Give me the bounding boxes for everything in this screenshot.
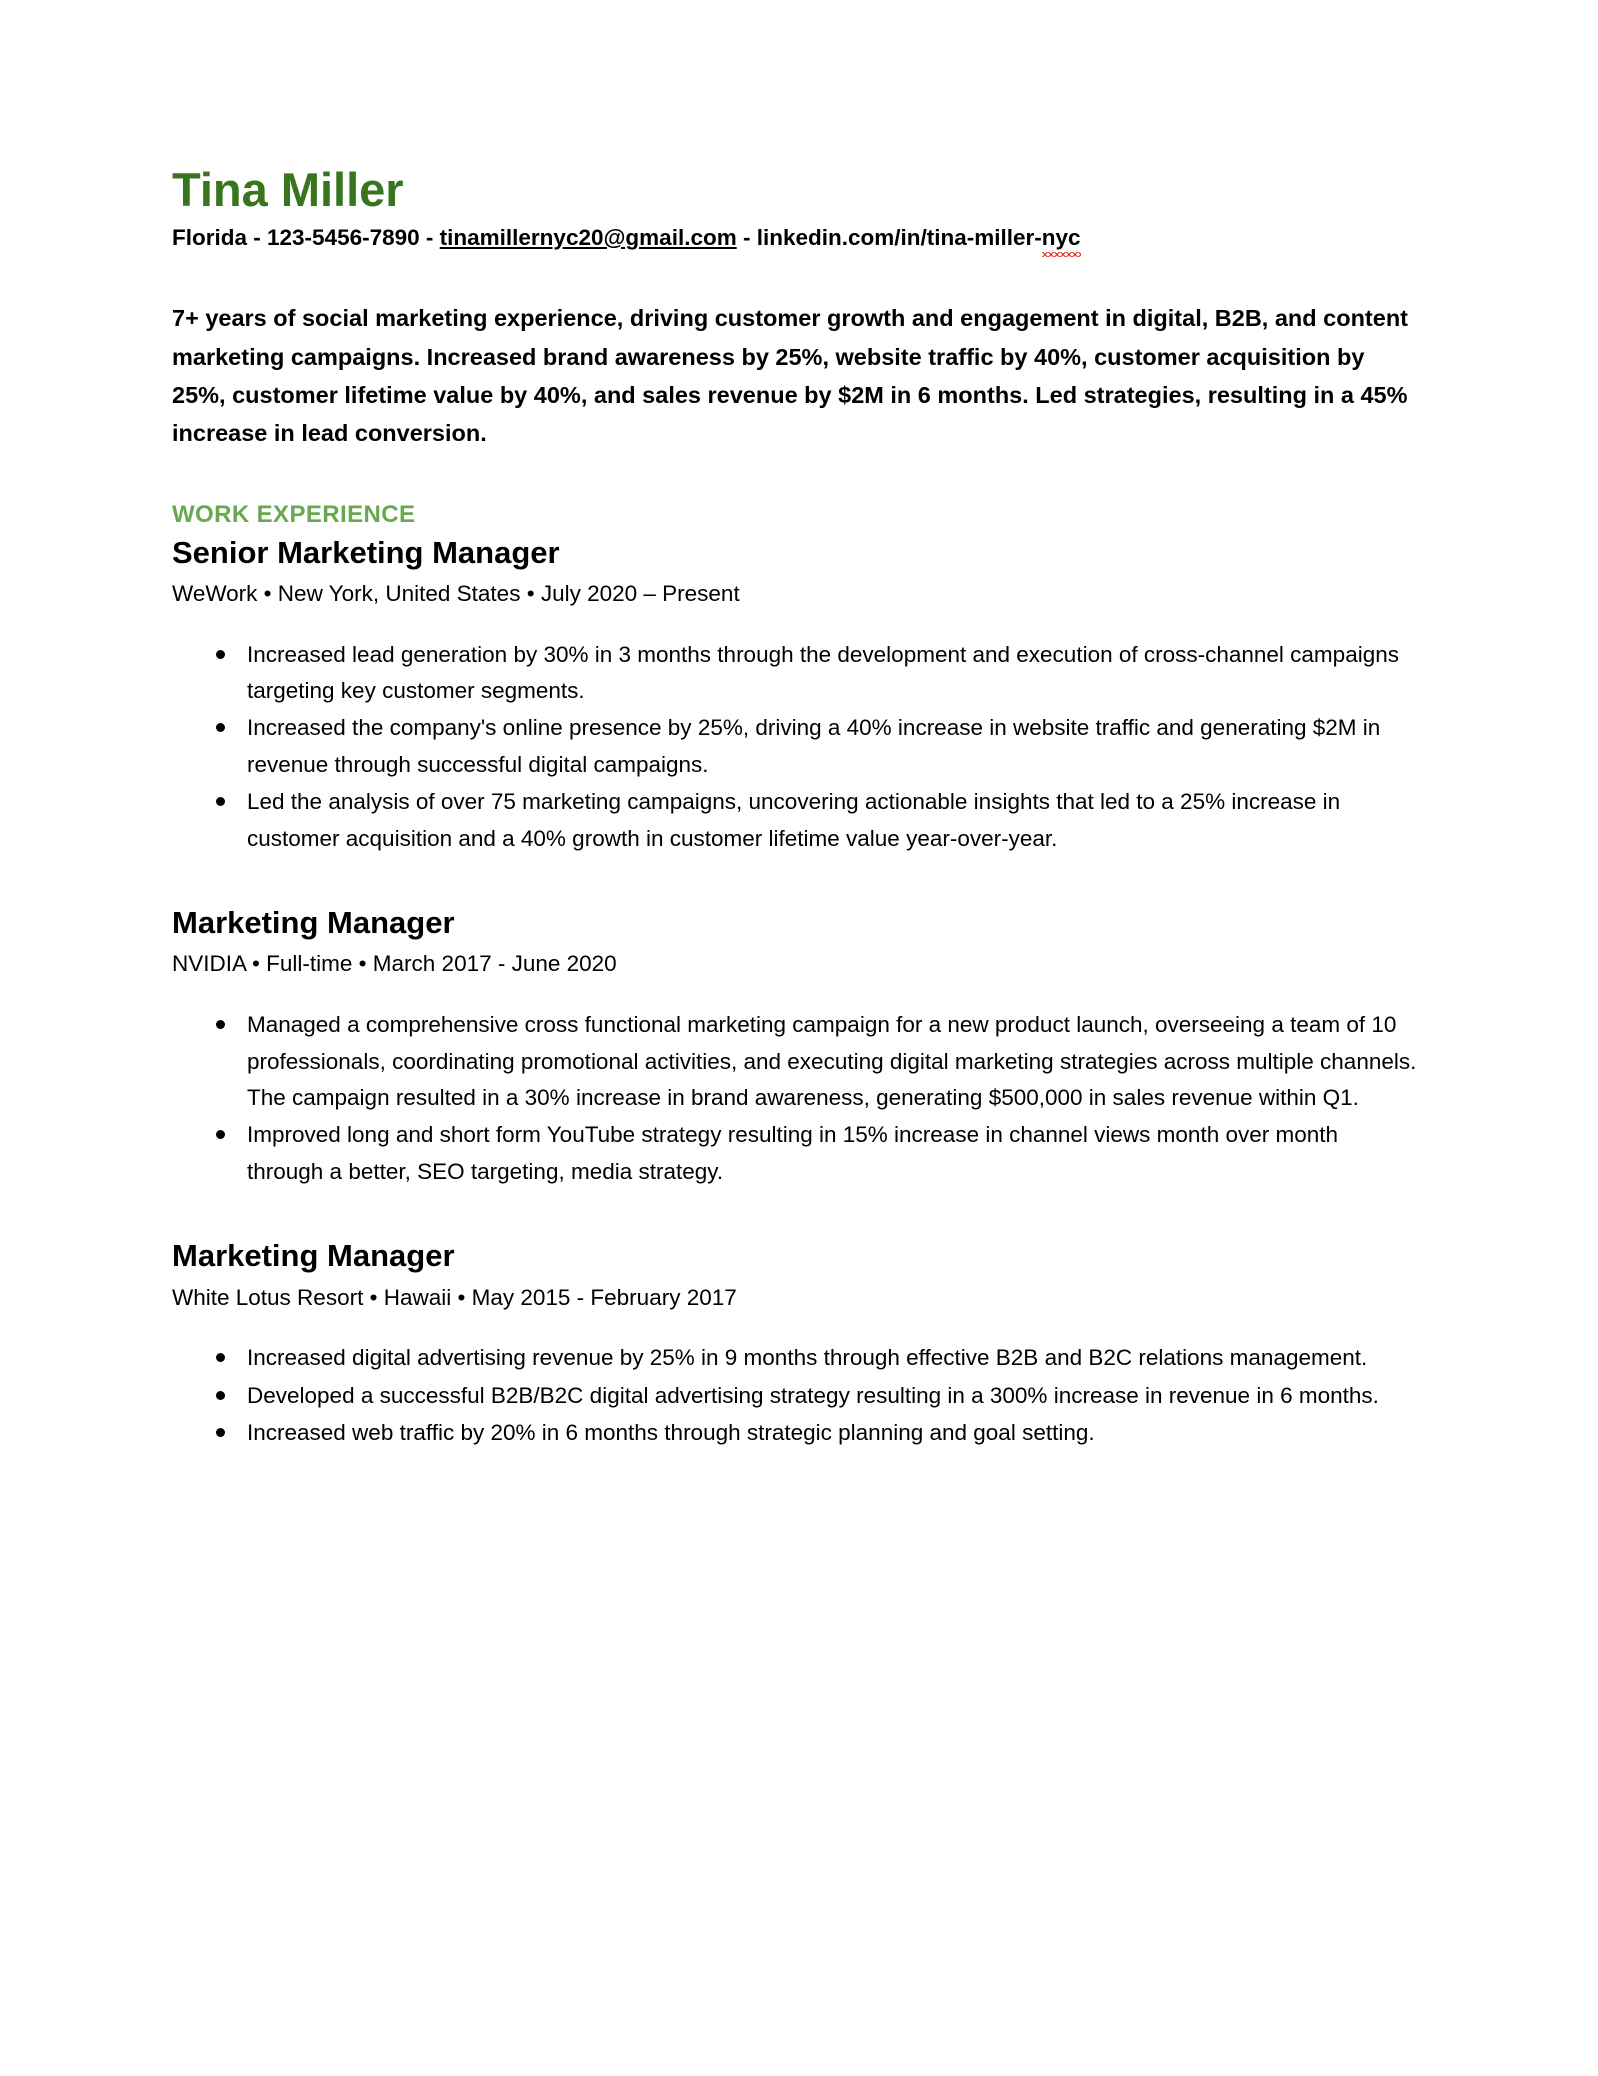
bullet-dot-icon	[216, 1020, 225, 1029]
bullet-text: Increased web traffic by 20% in 6 months through strategic planning and goal setting.	[247, 1420, 1095, 1446]
bullet-text: Led the analysis of over 75 marketing campaigns, uncovering actionable insights that led to a 25% increase in customer acquisition and a 40% growth in customer lifetime value year-over-year.	[247, 789, 1341, 851]
list-item	[172, 1007, 1417, 1116]
bullet-dot-icon	[216, 1130, 225, 1139]
resume-content	[172, 163, 1417, 1453]
list-item	[172, 1378, 1417, 1414]
job-meta: NVIDIA • Full-time • March 2017 - June 2020	[172, 951, 617, 977]
bullet-text: Increased the company's online presence by 25%, driving a 40% increase in website traffic and generating $2M in revenue through successful digital campaigns.	[247, 715, 1381, 777]
contact-email-link[interactable]: tinamillernyc20@gmail.com	[439, 225, 737, 251]
job-title: Marketing Manager	[172, 905, 455, 941]
bullet-dot-icon	[216, 1391, 225, 1400]
job-title: Marketing Manager	[172, 1238, 455, 1274]
bullet-text: Managed a comprehensive cross functional marketing campaign for a new product launch, overseeing a team of 10 professionals, coordinating promotional activities, and executing digital marketing strategies across multiple channels. The campaign resulted in a 30% increase in brand awareness, generating $500,000 in sales revenue within Q1.	[247, 1012, 1417, 1110]
list-item	[172, 784, 1417, 857]
contact-separator-2: -	[419, 225, 440, 251]
job-meta: WeWork • New York, United States • July 2020 – Present	[172, 580, 740, 606]
bullet-text: Increased digital advertising revenue by 25% in 9 months through effective B2B and B2C relations management.	[247, 1345, 1368, 1371]
bullet-dot-icon	[216, 650, 225, 659]
bullet-dot-icon	[216, 723, 225, 732]
contact-line	[172, 223, 1417, 257]
bullet-text: Developed a successful B2B/B2C digital advertising strategy resulting in a 300% increase in revenue in 6 months.	[247, 1382, 1379, 1408]
bullet-dot-icon	[216, 797, 225, 806]
bullet-dot-icon	[216, 1428, 225, 1437]
contact-separator-3: -	[736, 225, 757, 251]
candidate-name: Tina Miller	[172, 163, 404, 216]
list-item	[172, 1415, 1417, 1451]
bullet-dot-icon	[216, 1353, 225, 1362]
contact-linkedin: linkedin.com/in/tina-miller-	[756, 225, 1042, 251]
professional-summary: 7+ years of social marketing experience, driving customer growth and engagement in digital, B2B, and content marketing campaigns. Increased brand awareness by 25%, website traffic by 40%, customer acquisition by 25%, customer lifetime value by 40%, and sales revenue by $2M in 6 months. Led strategies, resulting in a 45% increase in lead conversion.	[172, 305, 1409, 447]
bullet-text: Improved long and short form YouTube strategy resulting in 15% increase in channel views month over month through a better, SEO targeting, media strategy.	[247, 1122, 1339, 1184]
list-item	[172, 710, 1417, 783]
list-item	[172, 637, 1417, 710]
job-entry	[172, 1236, 1417, 1451]
bullet-text: Increased lead generation by 30% in 3 months through the development and execution of cross-channel campaigns targeting key customer segments.	[247, 641, 1399, 703]
job-title: Senior Marketing Manager	[172, 534, 560, 570]
job-entry	[172, 903, 1417, 1190]
section-heading-work-experience: WORK EXPERIENCE	[172, 500, 416, 528]
job-meta: White Lotus Resort • Hawaii • May 2015 - February 2017	[172, 1284, 737, 1310]
contact-location: Florida	[172, 225, 248, 251]
contact-phone: 123-5456-7890	[267, 225, 420, 251]
contact-linkedin-misspelled-word: nyc	[1042, 223, 1081, 257]
job-bullet-list	[172, 1340, 1417, 1451]
list-item	[172, 1340, 1417, 1376]
contact-separator-1: -	[247, 225, 268, 251]
job-bullet-list	[172, 637, 1417, 858]
list-item	[172, 1117, 1417, 1190]
job-bullet-list	[172, 1007, 1417, 1190]
job-entry	[172, 533, 1417, 858]
